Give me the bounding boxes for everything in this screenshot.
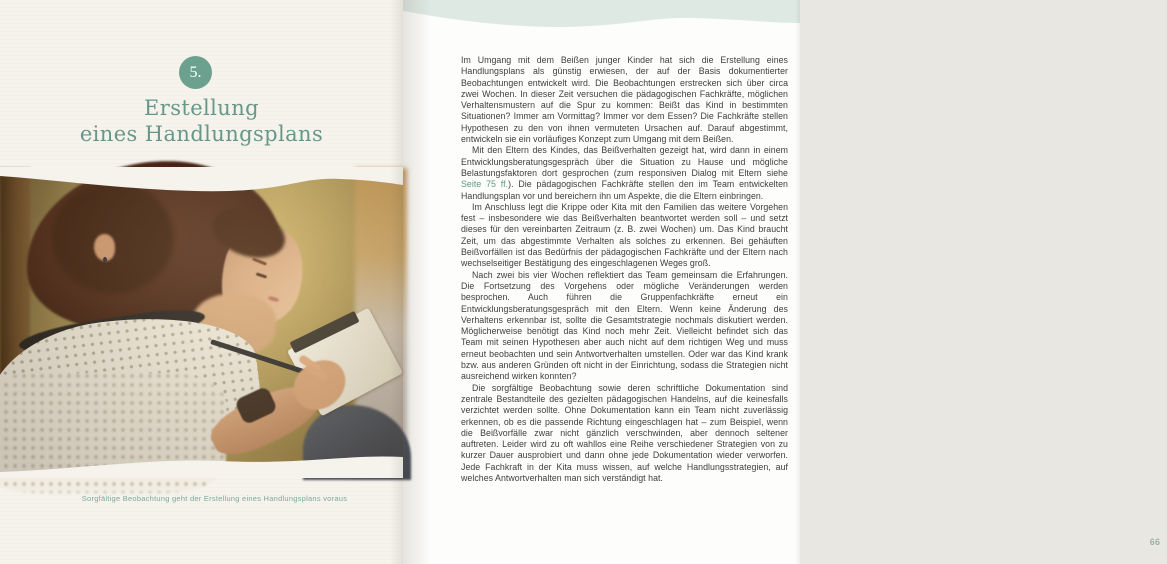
woman-crochet-top-lower — [0, 373, 226, 493]
paragraph: Nach zwei bis vier Wochen reflektiert das Team gemeinsam die Erfahrungen. Die Fortsetzung des Vorgehens oder mögliche Veränderungen werden besprochen. Auch führen die Gruppenfachkräfte erneut ein Entwicklungsberatungsgespräch mit den Eltern. Wenn keine Änderung des Verhaltens erkennbar ist, sollte die Gesamtstrategie nochmals diskutiert werden. Möglicherweise benötigt das Kind noch mehr Zeit. Vielleicht befindet sich das Team mit seinen Hypothesen aber auch nicht auf dem richtigen Weg und muss erneut beobachten und sein Antwortverhalten umstellen. Oder war das Kind krank bzw. aus anderen Gründen oft nicht in der Einrichtung, sodass die Strategien nicht ausreichend wirken konnten? — [461, 269, 788, 382]
chapter-number: 5. — [189, 63, 202, 81]
woman-hair-bun — [52, 182, 174, 294]
body-text — [461, 55, 788, 484]
notebook-clip — [290, 311, 360, 353]
left-page — [0, 0, 403, 564]
chapter-title — [0, 95, 403, 147]
photo-caption: Sorgfältige Beobachtung geht der Erstellung eines Handlungsplans voraus — [81, 494, 348, 503]
chapter-photo — [0, 168, 403, 477]
chapter-number-badge — [179, 56, 212, 89]
paragraph: Im Anschluss legt die Krippe oder Kita mit den Familien das weitere Vorgehen fest – insbesondere wie das Beißverhalten beantwortet werden soll – und setzt dieses für den vereinbarten Zeitraum (z. B. zwei Wochen) um. Das Kind braucht Zeit, um das abgestimmte Verhalten als solches zu erkennen. Bei gehäuften Beißvorfällen ist das Bedürfnis der pädagogischen Fachkräfte und der Eltern nach wechselseitiger Bestätigung des eingeschlagenen Weges groß. — [461, 201, 788, 269]
paragraph: Die sorgfältige Beobachtung sowie deren schriftliche Dokumentation sind zentrale Bestandteile des gezielten pädagogischen Handelns, auf die keinesfalls verzichtet werden sollte. Ohne Dokumentation kann ein Team nicht zuverlässig erkennen, ob es die passende Richtung eingeschlagen hat – zum Beispiel, wenn die Beißvorfälle zwar nicht gänzlich verschwinden, aber dennoch seltener auftreten. Leider wird zu oft wahllos eine Reihe verschiedener Strategien von zu kurzer Dauer ausprobiert und dann ohne jede Dokumentation wieder verworfen. Jede Fachkraft in der Kita muss wissen, auf welche Handlungsstrategien, auf welches Antwortverhalten man sich verständigt hat. — [461, 382, 788, 483]
paragraph: Im Umgang mit dem Beißen junger Kinder hat sich die Erstellung eines Handlungsplans als günstig erwiesen, der auf der Basis dokumentierter Beobachtungen entwickelt wird. Die Beobachtungen erstrecken sich über circa zwei Wochen. In dieser Zeit versuchen die pädagogischen Fachkräfte, möglichen Verhaltensmustern auf die Spur zu kommen: Beißt das Kind in bestimmten Situationen? Immer am Vormittag? Immer vor dem Essen? Die Fachkräfte stellen Hypothesen zu den von ihnen vermuteten Ursachen auf. Darauf abgestimmt, entwickeln sie ein vorläufiges Konzept zum Umgang mit dem Beißen. — [461, 55, 788, 145]
page-number: 66 — [1149, 537, 1161, 547]
top-wave-decoration — [403, 0, 800, 34]
woman-earring — [103, 257, 107, 262]
chapter-title-line2: eines Handlungsplans — [79, 122, 324, 146]
chapter-title-line1: Erstellung — [144, 96, 259, 120]
page-reference: Seite 75 ff. — [461, 179, 509, 190]
right-page — [403, 0, 1161, 564]
paragraph: Mit den Eltern des Kindes, das Beißverhalten gezeigt hat, wird dann in einem Entwicklungsberatungsgespräch über die Situation zu Hause und mögliche Belastungsfaktoren dort gesprochen (zum responsiven Dialog mit Eltern siehe Seite 75 ff.). Die pädagogischen Fachkräfte stellen den im Team entwickelten Handlungsplan vor und bereichern ihn um Aspekte, die die Eltern einbringen. — [461, 145, 788, 201]
